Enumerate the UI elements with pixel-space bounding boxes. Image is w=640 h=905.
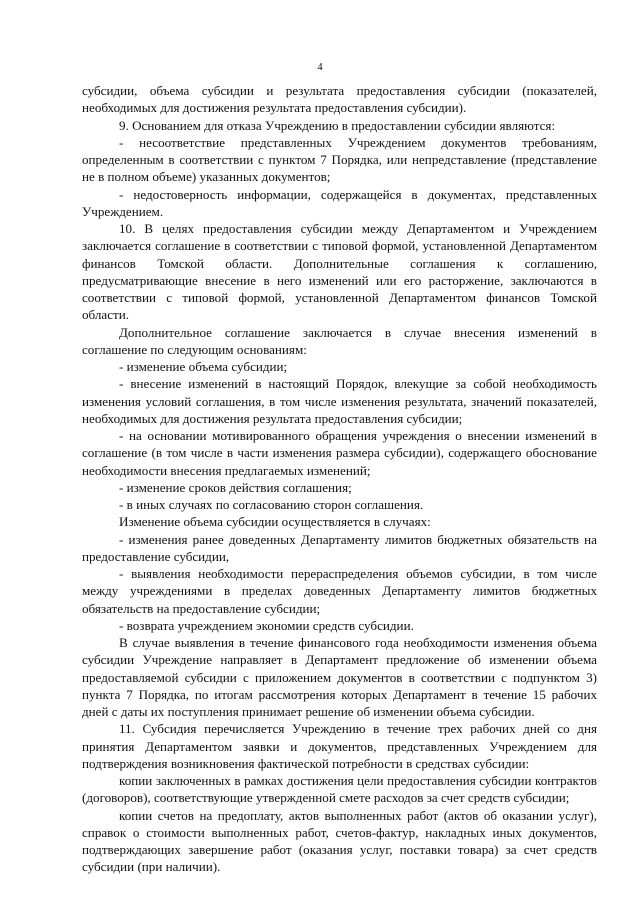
paragraph: копии счетов на предоплату, актов выполненных работ (актов об оказании услуг), справок о стоимости выполненных работ, счетов-фактур, накладных иных документов, подтверждающих завершение работ (оказания услуг, поставки товара) за счет средств субсидии (при наличии).	[82, 807, 597, 875]
paragraph: 9. Основанием для отказа Учреждению в предоставлении субсидии являются:	[119, 117, 556, 133]
paragraph: субсидии, объема субсидии и результата предоставления субсидии (показателей, необходимых для достижения результата предоставления субсидии).	[82, 83, 597, 116]
paragraph: - на основании мотивированного обращения учреждения о внесении изменений в соглашение (в том числе в части изменения размера субсидии), содержащего обоснование необходимости внесения предлагаемых изменений;	[82, 428, 597, 478]
paragraph: Дополнительное соглашение заключается в случае внесения изменений в соглашение по следующим основаниям:	[82, 324, 597, 357]
paragraph: - выявления необходимости перераспределения объемов субсидии, в том числе между учреждениями в пределах доведенных Департаменту лимитов бюджетных обязательств на предоставление субсидии;	[82, 566, 597, 616]
page-number: 4	[317, 62, 323, 73]
paragraph: - внесение изменений в настоящий Порядок, влекущие за собой необходимость изменения условий соглашения, в том числе изменения результата, значений показателей, необходимых для достижения результата предоставления субсидии;	[82, 376, 597, 426]
paragraph: 11. Субсидия перечисляется Учреждению в течение трех рабочих дней со дня принятия Департаментом заявки и документов, представленных Учреждением для подтверждения возникновения фактической потребности в средствах субсидии:	[82, 721, 597, 771]
paragraph: - недостоверность информации, содержащейся в документах, представленных Учреждением.	[82, 186, 597, 219]
paragraph: В случае выявления в течение финансового года необходимости изменения объема субсидии Учреждение направляет в Департамент предложение об изменении объема предоставляемой субсидии с приложением документов в соответствии с подпунктом 3) пункта 7 Порядка, по итогам рассмотрения которых Департамент в течение 15 рабочих дней с даты их поступления принимает решение об изменении объема субсидии.	[82, 635, 597, 719]
paragraph: Изменение объема субсидии осуществляется в случаях:	[119, 514, 431, 530]
paragraph: - изменение объема субсидии;	[119, 359, 288, 374]
paragraph: - изменение сроков действия соглашения;	[119, 479, 352, 495]
paragraph: копии заключенных в рамках достижения цели предоставления субсидии контрактов (договоров), соответствующие утвержденной смете расходов за счет средств субсидии;	[82, 773, 597, 806]
document-body	[82, 82, 597, 876]
paragraph: - изменения ранее доведенных Департаменту лимитов бюджетных обязательств на предоставление субсидии,	[82, 531, 597, 564]
paragraph: - возврата учреждением экономии средств субсидии.	[119, 617, 414, 633]
paragraph: 10. В целях предоставления субсидии между Департаментом и Учреждением заключается соглашение в соответствии с типовой формой, установленной Департаментом финансов Томской области. Дополнительные соглашения к соглашению, предусматривающие внесение в него изменений или его расторжение, заключаются в соответствии с типовой формой, установленной Департаментом финансов Томской области.	[82, 221, 597, 323]
paragraph: - несоответствие представленных Учреждением документов требованиям, определенным в соответствии с пунктом 7 Порядка, или непредставление (представление не в полном объеме) указанных документов;	[82, 134, 597, 185]
paragraph: - в иных случаях по согласованию сторон соглашения.	[119, 497, 424, 512]
